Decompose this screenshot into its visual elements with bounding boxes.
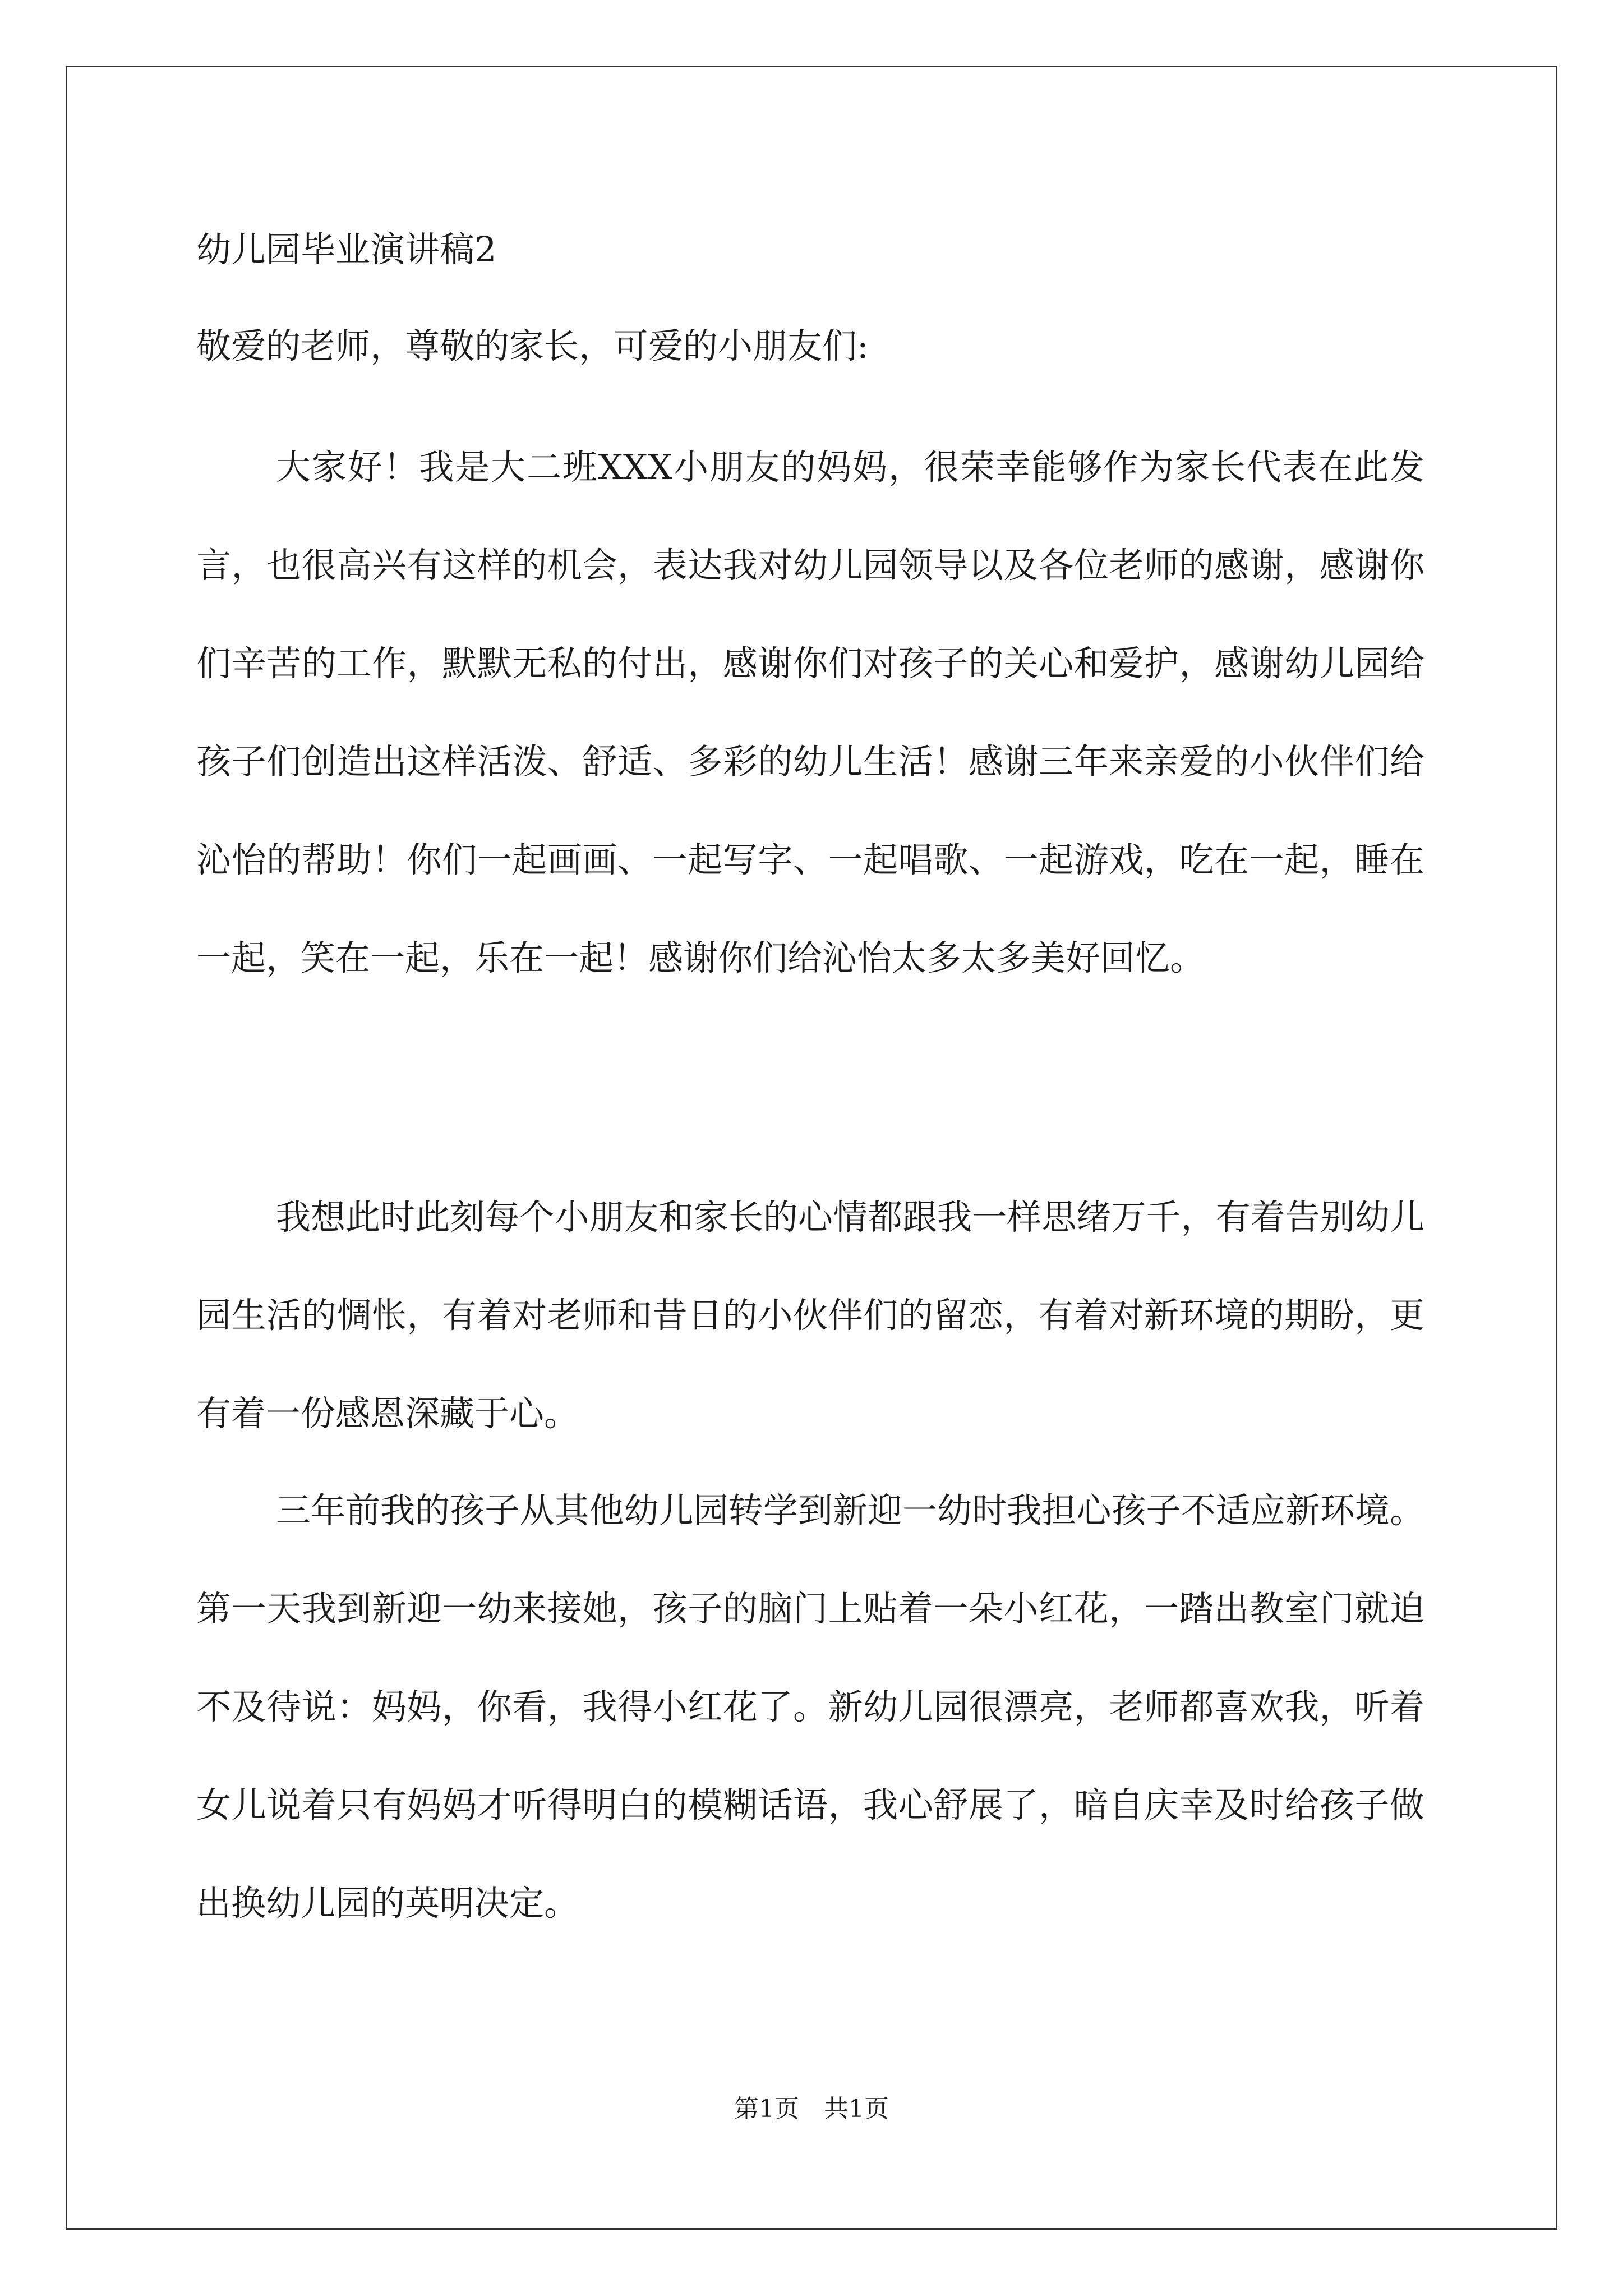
body-paragraph-1: 大家好！我是大二班XXX小朋友的妈妈，很荣幸能够作为家长代表在此发言，也很高兴有这样的机会，表达我对幼儿园领导以及各位老师的感谢，感谢你们辛苦的工作，默默无私的付出，感谢你们对孩子的关心和爱护，感谢幼儿园给孩子们创造出这样活泼、舒适、多彩的幼儿生活！感谢三年来亲爱的小伙伴们给沁怡的帮助！你们一起画画、一起写字、一起唱歌、一起游戏，吃在一起，睡在一起，笑在一起，乐在一起！感谢你们给沁怡太多太多美好回忆。 [196, 447, 1424, 978]
salutation: 敬爱的老师，尊敬的家长，可爱的小朋友们: [196, 325, 869, 366]
body-paragraph-2: 我想此时此刻每个小朋友和家长的心情都跟我一样思绪万千，有着告别幼儿园生活的惆怅，有着对老师和昔日的小伙伴们的留恋，有着对新环境的期盼，更有着一份感恩深藏于心。 [196, 1197, 1424, 1434]
document-title: 幼儿园毕业演讲稿2 [196, 229, 497, 270]
body-paragraph-3: 三年前我的孩子从其他幼儿园转学到新迎一幼时我担心孩子不适应新环境。第一天我到新迎一幼来接她，孩子的脑门上贴着一朵小红花，一踏出教室门就迫不及待说：妈妈，你看，我得小红花了。新幼儿园很漂亮，老师都喜欢我，听着女儿说着只有妈妈才听得明白的模糊话语，我心舒展了，暗自庆幸及时给孩子做出换幼儿园的英明决定。 [196, 1490, 1424, 1924]
page-number-footer: 第1页 共1页 [734, 2095, 889, 2123]
